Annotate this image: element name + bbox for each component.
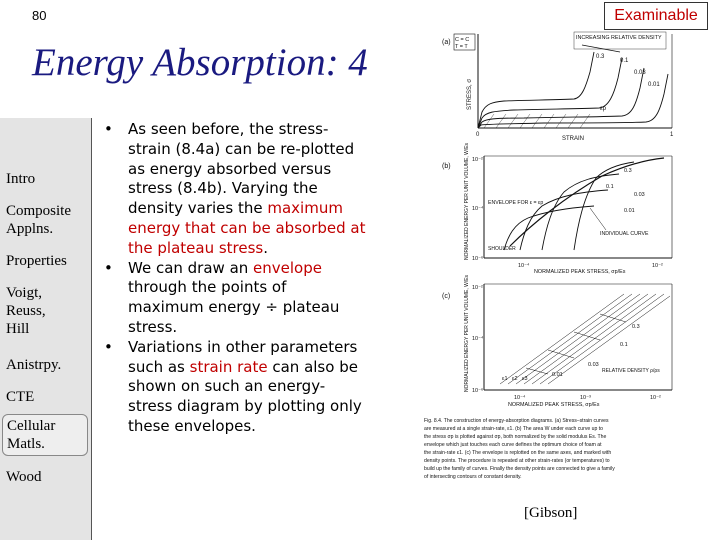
- caption-line: the stress σp is plotted against σp, both normalized by the solid modulus Es. The: [424, 434, 607, 440]
- bullet-list: [104, 120, 394, 437]
- examinable-tag: Examinable: [604, 2, 708, 30]
- panel-a-curve-label-0.03: 0.03: [634, 70, 646, 76]
- bullet-text: density varies the: [128, 199, 268, 218]
- panel-b-density-label-0.03: 0.03: [634, 192, 645, 198]
- sidebar-item-anistrpy[interactable]: Anistrpy.: [6, 357, 62, 373]
- panel-c-density-label-0.01: 0.01: [552, 372, 563, 378]
- bullet-text: stress (8.4b). Varying the: [128, 179, 318, 198]
- bullet-line: [128, 278, 394, 298]
- sidebar-item-properties[interactable]: Properties: [6, 253, 67, 269]
- bullet-text: can also be: [267, 357, 358, 376]
- panel-a-arrow-label: INCREASING RELATIVE DENSITY: [576, 35, 662, 41]
- bullet-text: .: [263, 238, 269, 257]
- panel-a-xlabel: STRAIN: [562, 136, 585, 142]
- caption-line: are measured at a single strain-rate, ε1. (b) The area W under each curve up to: [424, 426, 603, 432]
- panel-c-label: (c): [442, 293, 451, 300]
- panel-a-legend-line-2: T = T: [455, 44, 468, 50]
- panel-b-label: (b): [442, 163, 451, 170]
- panel-b-curve-0.01: [504, 206, 594, 250]
- panel-b-y-tick-2: 10⁻⁶: [472, 256, 484, 262]
- bullet-item: [104, 338, 394, 437]
- panel-a-x-tick-1: 1: [670, 132, 674, 138]
- panel-b-ylabel: NORMALIZED ENERGY PER UNIT VOLUME, W/Es: [464, 142, 470, 260]
- panel-b-density-label-0.3: 0.3: [624, 168, 632, 174]
- bullet-text: such as: [128, 357, 190, 376]
- citation: [Gibson]: [524, 505, 578, 521]
- caption-line: build up the family of curves. Finally the density points are connected to give a family: [424, 466, 615, 472]
- caption-line: the strain-rate ε1. (c) The envelope is replotted on the same axes, and marked with: [424, 450, 612, 456]
- panel-a-curve-label-0.1: 0.1: [620, 58, 629, 64]
- bullet-item: [104, 120, 394, 259]
- bullet-text: Variations in other parameters: [128, 337, 358, 356]
- bullet-line: [128, 358, 394, 378]
- panel-b-envelope-label: ENVELOPE FOR ε = εp: [488, 200, 544, 206]
- highlighted-text: maximum: [267, 199, 343, 218]
- panel-c-ylabel: NORMALIZED ENERGY PER UNIT VOLUME, W/Es: [464, 274, 470, 392]
- bullet-text: As seen before, the stress-: [128, 120, 329, 138]
- panel-b-individual-label: INDIVIDUAL CURVE: [600, 231, 649, 237]
- bullet-line: [128, 259, 394, 279]
- bullet-text: as energy absorbed versus: [128, 159, 332, 178]
- panel-b-y-tick-1: 10⁻⁴: [472, 206, 484, 212]
- panel-b-x-tick-0: 10⁻⁴: [518, 263, 530, 269]
- bullet-text: strain (8.4a) can be re-plotted: [128, 139, 355, 158]
- sidebar-item-wood[interactable]: Wood: [6, 469, 42, 485]
- bullet-line: [128, 377, 394, 397]
- panel-a-curve-label-0.3: 0.3: [596, 54, 605, 60]
- highlighted-text: envelope: [253, 258, 322, 277]
- panel-c-y-tick-1: 10⁻⁴: [472, 336, 484, 342]
- sidebar-item-composite-applns[interactable]: Composite Applns.: [6, 203, 72, 237]
- bullet-line: [128, 160, 394, 180]
- panel-a-label: (a): [442, 39, 451, 46]
- sidebar-nav: [0, 118, 92, 540]
- bullet-line: [128, 318, 394, 338]
- panel-b-density-label-0.01: 0.01: [624, 208, 635, 214]
- caption-line: envelope which just touches each curve defines the optimum choice of foam at: [424, 442, 602, 448]
- bullet-text: shown on such an energy-: [128, 377, 326, 396]
- panel-c-xlabel: NORMALIZED PEAK STRESS, σp/Es: [508, 402, 600, 408]
- panel-c-density-label-0.1: 0.1: [620, 342, 628, 348]
- sidebar-item-cte[interactable]: CTE: [6, 389, 35, 405]
- bullet-line: [128, 298, 394, 318]
- energy-absorption-figure: [424, 28, 718, 526]
- panel-c-y-tick-0: 10⁻²: [472, 285, 483, 291]
- bullet-line: [128, 338, 394, 358]
- panel-a-curve-label-0.01: 0.01: [648, 82, 660, 88]
- panel-c-rate-label-2: ε2: [512, 376, 518, 382]
- panel-c-x-tick-2: 10⁻²: [650, 395, 661, 401]
- panel-b-x-tick-1: 10⁻²: [652, 263, 663, 269]
- panel-b-individual-pointer: [590, 208, 606, 230]
- bullet-text: We can draw an: [128, 258, 254, 277]
- panel-b-xlabel: NORMALIZED PEAK STRESS, σp/Es: [534, 269, 626, 275]
- panel-c-y-tick-2: 10⁻⁶: [472, 388, 484, 394]
- panel-c-x-tick-0: 10⁻⁴: [514, 395, 526, 401]
- bullet-line: [128, 140, 394, 160]
- figure-caption: [424, 418, 615, 480]
- bullet-line: [128, 219, 394, 239]
- panel-a-x-tick-0: 0: [476, 132, 480, 138]
- panel-a-hatched-area: [484, 114, 590, 128]
- panel-a-legend-line-1: C = C: [455, 37, 470, 43]
- page-title: Energy Absorption: 4: [32, 41, 368, 84]
- bullet-line: [128, 239, 394, 259]
- bullet-text: stress diagram by plotting only: [128, 397, 362, 416]
- caption-line: Fig. 8.4. The construction of energy-absorption diagrams. (a) Stress–strain curves: [424, 418, 609, 424]
- panel-a-ylabel: STRESS, σ: [467, 78, 473, 110]
- panel-b-curve-0.03: [520, 190, 608, 250]
- sidebar-item-cellular-matls[interactable]: Cellular Matls.: [2, 414, 88, 456]
- caption-line: of intersecting contours of constant density.: [424, 474, 522, 480]
- caption-line: density points. The procedure is repeated at other strain-rates (or temperatures) to: [424, 458, 610, 464]
- panel-c-density-label-0.03: 0.03: [588, 362, 599, 368]
- panel-a-marker-label: εp: [600, 106, 607, 112]
- panel-c-rate-label-1: ε1: [502, 376, 508, 382]
- bullet-line: [128, 120, 394, 140]
- bullet-line: [128, 199, 394, 219]
- panel-c-density-axis-label: RELATIVE DENSITY ρ/ρs: [602, 368, 660, 374]
- panel-b-density-label-0.1: 0.1: [606, 184, 614, 190]
- bullet-item: [104, 259, 394, 338]
- highlighted-text: the plateau stress: [128, 238, 264, 257]
- bullet-line: [128, 397, 394, 417]
- sidebar-item-intro[interactable]: Intro: [6, 171, 36, 187]
- highlighted-text: energy that can be absorbed at: [128, 218, 366, 237]
- panel-b-shoulder-label: SHOULDER: [488, 246, 516, 252]
- bullet-line: [128, 179, 394, 199]
- panel-c-x-tick-1: 10⁻³: [580, 395, 591, 401]
- panel-a-curve-0.03: [478, 68, 644, 128]
- bullet-text: stress.: [128, 317, 178, 336]
- highlighted-text: strain rate: [189, 357, 268, 376]
- slide-number: 80: [32, 8, 47, 23]
- sidebar-item-voigt-reuss-hill[interactable]: Voigt, Reuss, Hill: [6, 285, 46, 337]
- bullet-text: through the points of: [128, 278, 287, 297]
- panel-b-y-tick-0: 10⁻²: [472, 157, 483, 163]
- bullet-text: these envelopes.: [128, 416, 256, 435]
- panel-c-rate-label-3: ε3: [522, 376, 528, 382]
- bullet-line: [128, 417, 394, 437]
- bullet-text: maximum energy ÷ plateau: [128, 298, 340, 317]
- panel-c-density-label-0.3: 0.3: [632, 324, 640, 330]
